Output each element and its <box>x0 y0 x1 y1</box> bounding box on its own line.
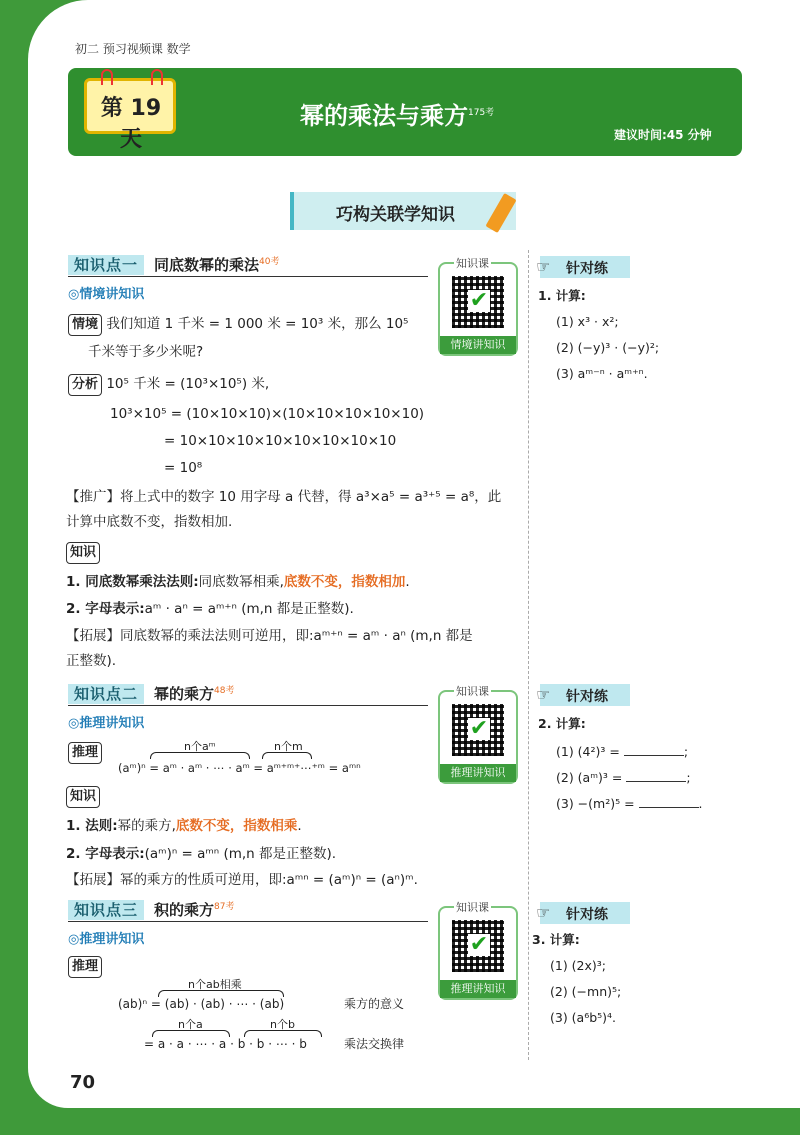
answer-blank[interactable] <box>624 755 684 756</box>
calendar-icon <box>84 78 176 152</box>
practice-3-item: (2) (−mn)⁵; <box>550 984 622 999</box>
analysis-line-2: 10³×10⁵ = (10×10×10)×(10×10×10×10×10) <box>110 406 425 422</box>
practice-1-item: (1) x³ · x²; <box>556 314 619 329</box>
product-formula-line-1: (ab)ⁿ = (ab) · (ab) · ⋯ · (ab) <box>118 997 285 1011</box>
formula-note: 乘法交换律 <box>344 1037 405 1051</box>
divider <box>68 276 428 277</box>
check-icon: ✔ <box>469 288 489 313</box>
page-number: 70 <box>70 1072 96 1093</box>
situation-text-2: 千米等于多少米呢? <box>88 344 204 360</box>
extension-text: 【拓展】幂的乘方的性质可逆用，即:aᵐⁿ = (aᵐ)ⁿ = (aⁿ)ᵐ. <box>66 872 418 888</box>
practice-1-item: (3) aᵐ⁻ⁿ · aᵐ⁺ⁿ. <box>556 366 648 381</box>
practice-2-item: (1) (4²)³ = ; <box>556 744 689 759</box>
subheading: ◎情境讲知识 <box>68 287 145 302</box>
check-icon: ✔ <box>469 932 489 957</box>
brace-label: n个ab相乘 <box>188 978 242 991</box>
practice-3-head: 3. 计算: <box>532 932 580 947</box>
check-icon: ✔ <box>469 716 489 741</box>
practice-heading: ☞ 针对练 <box>540 902 630 924</box>
extension-text: 【拓展】同底数幂的乘法法则可逆用，即:aᵐ⁺ⁿ = aᵐ · aⁿ (m,n 都是 <box>66 628 473 644</box>
pointing-hand-icon: ☞ <box>536 257 551 276</box>
subheading: ◎推理讲知识 <box>68 716 145 731</box>
breadcrumb: 初二 预习视频课 数学 <box>75 42 191 56</box>
knowledge-label: 知识 <box>66 542 100 564</box>
subheading: ◎推理讲知识 <box>68 932 145 947</box>
practice-heading: ☞ 针对练 <box>540 256 630 278</box>
reasoning-label: 推理 <box>68 742 102 764</box>
divider <box>68 705 428 706</box>
calendar-ring-icon <box>101 69 113 85</box>
practice-2-item: (2) (aᵐ)³ = ; <box>556 770 691 785</box>
rule-2: 2. 字母表示:(aᵐ)ⁿ = aᵐⁿ (m,n 都是正整数). <box>66 846 337 862</box>
knowledge-label: 知识 <box>66 786 100 808</box>
situation-text: 情境 我们知道 1 千米 = 1 000 米 = 10³ 米，那么 10⁵ <box>68 314 408 336</box>
pointing-hand-icon: ☞ <box>536 903 551 922</box>
brace-label: n个a <box>178 1018 203 1031</box>
practice-3-item: (3) (a⁶b⁵)⁴. <box>550 1010 617 1025</box>
rule-1: 1. 法则:幂的乘方,底数不变，指数相乘. <box>66 818 302 834</box>
practice-2-item: (3) −(m²)⁵ = . <box>556 796 703 811</box>
practice-2-head: 2. 计算: <box>538 716 586 731</box>
reasoning-label: 推理 <box>68 956 102 978</box>
generalization-text-2: 计算中底数不变，指数相加. <box>66 514 233 530</box>
power-formula: (aᵐ)ⁿ = aᵐ · aᵐ · ⋯ · aᵐ = aᵐ⁺ᵐ⁺⋯⁺ᵐ = aᵐⁿ <box>118 761 361 775</box>
section-heading: 巧构关联学知识 <box>290 192 516 230</box>
practice-3-item: (1) (2x)³; <box>550 958 607 973</box>
practice-1-item: (2) (−y)³ · (−y)²; <box>556 340 660 355</box>
qr-code-video-link[interactable]: 知识课 ✔ 情境讲知识 <box>438 262 518 356</box>
answer-blank[interactable] <box>626 781 686 782</box>
brace-label: n个aᵐ <box>184 740 216 753</box>
knowledge-point-2-heading: 知识点二 幂的乘方$^{48考}$ <box>68 683 234 704</box>
day-label: 第 19 天 <box>100 96 162 152</box>
extension-text-2: 正整数). <box>66 653 117 669</box>
recommended-time: 建议时间:45 分钟 <box>614 128 712 142</box>
divider <box>68 921 428 922</box>
answer-blank[interactable] <box>639 807 699 808</box>
rule-2: 2. 字母表示:aᵐ · aⁿ = aᵐ⁺ⁿ (m,n 都是正整数). <box>66 601 354 617</box>
formula-note: 乘方的意义 <box>344 997 405 1011</box>
column-divider <box>528 250 529 1060</box>
page-title: 幂的乘法与乘方$^{175考}$ <box>300 102 495 130</box>
rule-1: 1. 同底数幂乘法法则:同底数幂相乘,底数不变，指数相加. <box>66 574 410 590</box>
product-formula-line-2: = a · a · ⋯ · a · b · b · ⋯ · b <box>144 1037 307 1051</box>
analysis-line-1: 分析 10⁵ 千米 = (10³×10⁵) 米, <box>68 374 269 396</box>
generalization-text: 【推广】将上式中的数字 10 用字母 a 代替，得 a³×a⁵ = a³⁺⁵ = a⁸，此 <box>66 489 502 505</box>
brace-label: n个m <box>274 740 303 753</box>
practice-heading: ☞ 针对练 <box>540 684 630 706</box>
practice-1-head: 1. 计算: <box>538 288 586 303</box>
knowledge-point-3-heading: 知识点三 积的乘方$^{87考}$ <box>68 899 234 920</box>
analysis-line-4: = 10⁸ <box>164 460 203 476</box>
qr-code-video-link[interactable]: 知识课 ✔ 推理讲知识 <box>438 906 518 1000</box>
brace-label: n个b <box>270 1018 295 1031</box>
pointing-hand-icon: ☞ <box>536 685 551 704</box>
qr-code-video-link[interactable]: 知识课 ✔ 推理讲知识 <box>438 690 518 784</box>
analysis-line-3: = 10×10×10×10×10×10×10×10 <box>164 433 397 449</box>
knowledge-point-1-heading: 知识点一 同底数幂的乘法$^{40考}$ <box>68 254 279 275</box>
calendar-ring-icon <box>151 69 163 85</box>
